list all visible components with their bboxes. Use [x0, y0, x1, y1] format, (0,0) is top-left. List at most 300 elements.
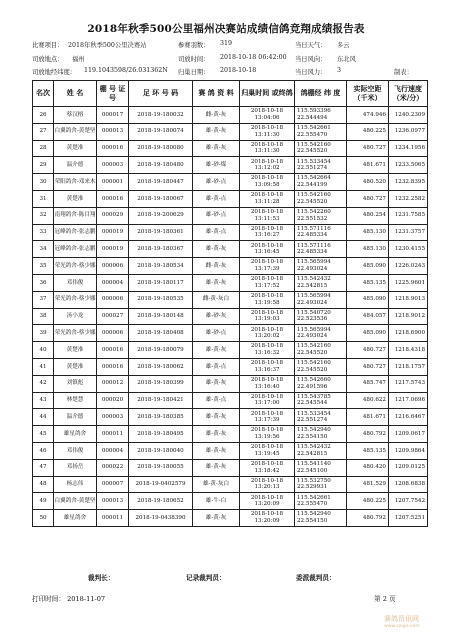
distance-cell: [347, 107, 389, 124]
coords-cell: [295, 207, 347, 224]
coords-lat: 22.555470: [297, 501, 328, 508]
ring-cell: [129, 241, 193, 258]
watermark-url: www.saige.com: [384, 624, 420, 629]
rank-cell: [33, 426, 54, 443]
time-cell: [240, 224, 295, 241]
ring-cell: [129, 157, 193, 174]
shed-cell: [97, 459, 129, 476]
coords-cell: [295, 493, 347, 510]
ring-ring: 2018-19-180534: [137, 262, 184, 269]
table-row: [33, 342, 428, 359]
rank-rank: 47: [39, 464, 47, 471]
coords-lon: 115.542160: [297, 343, 331, 350]
name-name: 雄星鸽舍: [63, 430, 87, 437]
speed-cell: [389, 224, 428, 241]
coords-cell: [295, 258, 347, 275]
header-pigeon: 赛 鸽 资 料: [193, 81, 240, 107]
name-cell: [54, 123, 97, 140]
ring-ring: 2018-19-180495: [137, 430, 184, 437]
return-date-value: 2018-10-18: [220, 67, 257, 74]
name-name: 邓扬岳: [66, 464, 84, 471]
weather-value: 多云: [337, 42, 350, 49]
time-cell: [240, 190, 295, 207]
shed-shed: 000004: [101, 447, 124, 454]
header-coords: 鸽棚经 纬 度: [295, 81, 347, 107]
ring-cell: [129, 274, 193, 291]
rank-rank: 31: [39, 195, 47, 202]
shed-shed: 000003: [101, 161, 124, 168]
ring-cell: [129, 224, 193, 241]
ring-ring: 2018-19-180652: [137, 497, 184, 504]
time-date: 2018-10-18: [250, 242, 284, 249]
speed-cell: [389, 291, 428, 308]
name-cell: [54, 426, 97, 443]
pigeon-cell: [193, 207, 240, 224]
time-date: 2018-10-18: [250, 293, 284, 300]
shed-shed: 000007: [101, 481, 124, 488]
time-time: 13:11:53: [254, 215, 280, 222]
time-time: 13:19:56: [254, 434, 280, 441]
time-date: 2018-10-18: [250, 108, 284, 115]
speed-cell: [389, 123, 428, 140]
rank-cell: [33, 157, 54, 174]
table-row: [33, 325, 428, 342]
shed-shed: 000006: [101, 296, 124, 303]
time-date: 2018-10-18: [250, 209, 284, 216]
speed-cell: [389, 325, 428, 342]
time-cell: [240, 375, 295, 392]
time-date: 2018-10-18: [250, 444, 284, 451]
ring-ring: 2018-19-180535: [137, 296, 184, 303]
coords-lon: 115.542432: [297, 276, 331, 283]
coords-lat: 22.545100: [297, 467, 328, 474]
shed-shed: 000016: [101, 346, 124, 353]
release-time-label: 司放时间：: [178, 56, 210, 63]
speed-speed: 1225.9601: [394, 279, 425, 286]
ring-cell: [129, 258, 193, 275]
rank-cell: [33, 140, 54, 157]
coords-cell: [295, 174, 347, 191]
pigeon-pigeon: 雄-牛-白: [205, 497, 227, 504]
pigeon-cell: [193, 392, 240, 409]
table-row: [33, 207, 428, 224]
shed-shed: 000017: [101, 111, 124, 118]
time-date: 2018-10-18: [250, 141, 284, 148]
table-row: [33, 157, 428, 174]
ring-ring: 2018-19-0438390: [135, 514, 186, 521]
pigeon-cell: [193, 258, 240, 275]
rank-rank: 44: [39, 413, 47, 420]
pigeon-pigeon: 雄-黄-灰: [205, 128, 227, 135]
distance-dist: 480.792: [362, 514, 386, 521]
speed-speed: 1226.0243: [394, 262, 425, 269]
shed-cell: [97, 493, 129, 510]
time-date: 2018-10-18: [250, 309, 284, 316]
ring-cell: [129, 493, 193, 510]
distance-cell: [347, 190, 389, 207]
shed-cell: [97, 426, 129, 443]
coords-lat: 22.493024: [297, 333, 328, 340]
speed-speed: 1209.0125: [394, 464, 425, 471]
pigeon-pigeon: 雄-黄-点: [205, 363, 227, 370]
name-cell: [54, 207, 97, 224]
distance-dist: 485.090: [362, 329, 386, 336]
coords-cell: [295, 442, 347, 459]
ring-cell: [129, 409, 193, 426]
speed-cell: [389, 426, 428, 443]
table-row: [33, 258, 428, 275]
entries-label: 参赛羽数：: [178, 42, 210, 49]
speed-cell: [389, 157, 428, 174]
pigeon-cell: [193, 325, 240, 342]
shed-shed: 000013: [101, 497, 124, 504]
ring-cell: [129, 510, 193, 527]
rank-rank: 50: [39, 514, 47, 521]
event-value: 2018年秋季500公里决赛站: [68, 42, 147, 49]
distance-cell: [347, 325, 389, 342]
pigeon-pigeon: 雄-黄-灰: [205, 413, 227, 420]
table-row: [33, 107, 428, 124]
table-no-label: 制表：: [394, 69, 413, 76]
ring-ring: 2018-19-180055: [137, 464, 184, 471]
pigeon-pigeon: 雄-黄-点: [205, 397, 227, 404]
release-time-value: 2018-10-18 06:42:00: [220, 54, 287, 61]
print-time: 打印时间： 2018-11-07: [32, 595, 106, 603]
time-time: 13:04:06: [254, 114, 280, 121]
name-cell: [54, 442, 97, 459]
return-date-label: 归巢日期：: [178, 69, 210, 76]
results-table: [32, 80, 428, 527]
rank-rank: 36: [39, 279, 47, 286]
rank-cell: [33, 510, 54, 527]
coords-lon: 115.542160: [297, 360, 331, 367]
coords-cell: [295, 291, 347, 308]
coords-lon: 115.542432: [297, 444, 331, 451]
pigeon-cell: [193, 140, 240, 157]
rank-rank: 37: [39, 296, 47, 303]
coords-lat: 22.545520: [297, 350, 328, 357]
coords-cell: [295, 358, 347, 375]
distance-dist: 480.792: [362, 430, 386, 437]
speed-speed: 1217.5743: [394, 380, 425, 387]
coords-lon: 115.542160: [297, 141, 331, 148]
time-time: 13:11:30: [254, 131, 280, 138]
coords-lon: 115.565994: [297, 293, 331, 300]
coords-cell: [295, 140, 347, 157]
ring-ring: 2018-19-180148: [137, 313, 184, 320]
name-name: 荣光鸽舍-蔡少娜: [54, 262, 96, 269]
rank-cell: [33, 291, 54, 308]
distance-cell: [347, 392, 389, 409]
coords-lon: 115.565994: [297, 259, 331, 266]
pigeon-cell: [193, 274, 240, 291]
coords-lon: 115.533454: [297, 158, 331, 165]
pigeon-pigeon: 雄-砂-点: [205, 178, 227, 185]
pigeon-cell: [193, 375, 240, 392]
time-date: 2018-10-18: [250, 259, 284, 266]
coords-lon: 115.542664: [297, 175, 331, 182]
distance-cell: [347, 358, 389, 375]
time-date: 2018-10-18: [250, 360, 284, 367]
time-cell: [240, 291, 295, 308]
shed-cell: [97, 107, 129, 124]
rank-rank: 41: [39, 363, 47, 370]
shed-shed: 000006: [101, 329, 124, 336]
shed-cell: [97, 510, 129, 527]
ring-ring: 2018-19-0402579: [135, 481, 186, 488]
distance-dist: 480.727: [362, 145, 386, 152]
name-cell: [54, 409, 97, 426]
rank-rank: 48: [39, 481, 47, 488]
distance-dist: 480.254: [362, 212, 386, 219]
coords-lon: 115.532750: [297, 477, 331, 484]
shed-shed: 000029: [101, 212, 124, 219]
table-row: [33, 123, 428, 140]
shed-shed: 000011: [101, 430, 124, 437]
name-cell: [54, 190, 97, 207]
distance-dist: 481.671: [362, 161, 386, 168]
distance-cell: [347, 476, 389, 493]
pigeon-pigeon: 雌-黄-灰: [205, 262, 227, 269]
time-cell: [240, 207, 295, 224]
name-cell: [54, 459, 97, 476]
rank-cell: [33, 190, 54, 207]
speed-cell: [389, 241, 428, 258]
name-cell: [54, 274, 97, 291]
table-row: [33, 291, 428, 308]
speed-speed: 1236.0977: [394, 128, 425, 135]
time-time: 13:17:00: [254, 400, 280, 407]
speed-cell: [389, 409, 428, 426]
coords-lon: 115.571116: [297, 242, 331, 249]
coords-value: 119.1043598/26.031362N: [84, 67, 168, 74]
coords-lat: 22.493024: [297, 299, 328, 306]
ring-ring: 2018-19-180367: [137, 245, 184, 252]
shed-shed: 000016: [101, 145, 124, 152]
coords-label: 司放地经纬度：: [32, 69, 77, 76]
shed-shed: 000016: [101, 195, 124, 202]
shed-cell: [97, 241, 129, 258]
ring-cell: [129, 459, 193, 476]
shed-shed: 000006: [101, 262, 124, 269]
header-distance: 实际空距（千米）: [347, 81, 389, 107]
speed-speed: 1216.6467: [394, 413, 425, 420]
name-name: 蔡汉榕: [66, 111, 84, 118]
table-body: [33, 107, 428, 527]
distance-dist: 485.090: [362, 296, 386, 303]
distance-dist: 481.529: [362, 481, 386, 488]
distance-dist: 485.130: [362, 245, 386, 252]
rank-cell: [33, 392, 54, 409]
table-row: [33, 190, 428, 207]
time-date: 2018-10-18: [250, 225, 284, 232]
distance-cell: [347, 308, 389, 325]
shed-cell: [97, 409, 129, 426]
table-row: [33, 241, 428, 258]
distance-cell: [347, 342, 389, 359]
ring-cell: [129, 358, 193, 375]
distance-cell: [347, 493, 389, 510]
time-date: 2018-10-18: [250, 326, 284, 333]
pigeon-pigeon: 雄-砂-灰: [205, 313, 227, 320]
pigeon-cell: [193, 174, 240, 191]
judge-label: 裁判长：: [88, 574, 115, 582]
table-row: [33, 459, 428, 476]
speed-speed: 1208.6838: [394, 481, 425, 488]
pigeon-pigeon: 雄-砂-点: [205, 212, 227, 219]
time-cell: [240, 476, 295, 493]
release-place-label: 司放地点：: [32, 56, 64, 63]
rank-cell: [33, 308, 54, 325]
rank-rank: 28: [39, 145, 47, 152]
pigeon-pigeon: 雄-黄-点: [205, 229, 227, 236]
name-name: 冠峰鸽舍-张志鹏: [54, 245, 96, 252]
time-cell: [240, 140, 295, 157]
coords-cell: [295, 476, 347, 493]
time-time: 13:20:13: [254, 484, 280, 491]
speed-cell: [389, 476, 428, 493]
ring-cell: [129, 426, 193, 443]
name-cell: [54, 258, 97, 275]
name-name: 刘镇彪: [66, 380, 84, 387]
time-time: 13:11:28: [254, 198, 280, 205]
distance-cell: [347, 426, 389, 443]
shed-shed: 000022: [101, 464, 124, 471]
pigeon-cell: [193, 342, 240, 359]
speed-cell: [389, 358, 428, 375]
time-cell: [240, 342, 295, 359]
distance-dist: 485.747: [362, 380, 386, 387]
coords-lon: 115.542160: [297, 192, 331, 199]
name-name: 冠峰鸽舍-张志鹏: [54, 229, 96, 236]
time-time: 13:16:32: [254, 350, 280, 357]
name-name: 邓伟俊: [66, 279, 84, 286]
coords-lon: 115.533454: [297, 410, 331, 417]
distance-dist: 480.225: [362, 128, 386, 135]
ring-cell: [129, 190, 193, 207]
name-name: 南翔鸽舍-陈目翔: [54, 212, 96, 219]
distance-dist: 485.135: [362, 279, 386, 286]
distance-cell: [347, 510, 389, 527]
speed-cell: [389, 459, 428, 476]
wind-dir-value: 东北风: [337, 56, 356, 63]
release-place-value: 福州: [72, 56, 85, 63]
speed-speed: 1218.9012: [394, 313, 425, 320]
coords-lon: 115.543785: [297, 393, 331, 400]
time-date: 2018-10-18: [250, 125, 284, 132]
speed-cell: [389, 258, 428, 275]
speed-speed: 1218.9013: [394, 296, 425, 303]
coords-lat: 22.542815: [297, 282, 328, 289]
coords-lat: 22.555470: [297, 131, 328, 138]
coords-cell: [295, 308, 347, 325]
distance-cell: [347, 140, 389, 157]
table-row: [33, 426, 428, 443]
shed-cell: [97, 157, 129, 174]
time-cell: [240, 392, 295, 409]
time-time: 13:09:58: [254, 182, 280, 189]
speed-cell: [389, 392, 428, 409]
time-cell: [240, 358, 295, 375]
ring-cell: [129, 291, 193, 308]
time-time: 13:12:02: [254, 165, 280, 172]
name-cell: [54, 174, 97, 191]
rank-cell: [33, 107, 54, 124]
time-date: 2018-10-18: [250, 158, 284, 165]
distance-cell: [347, 258, 389, 275]
speed-speed: 1217.0696: [394, 397, 425, 404]
coords-lat: 22.545520: [297, 148, 328, 155]
ring-ring: 2018-19-180067: [137, 195, 184, 202]
distance-cell: [347, 207, 389, 224]
coords-cell: [295, 510, 347, 527]
distance-cell: [347, 274, 389, 291]
ring-cell: [129, 308, 193, 325]
rank-cell: [33, 123, 54, 140]
time-time: 13:19:45: [254, 450, 280, 457]
wind-force-label: 当日风力：: [295, 69, 327, 76]
ring-cell: [129, 174, 193, 191]
name-cell: [54, 392, 97, 409]
time-cell: [240, 107, 295, 124]
distance-cell: [347, 409, 389, 426]
distance-dist: 480.420: [362, 464, 386, 471]
shed-cell: [97, 207, 129, 224]
wind-dir-label: 当日风向：: [295, 56, 327, 63]
pigeon-cell: [193, 291, 240, 308]
shed-shed: 000020: [101, 397, 124, 404]
coords-lat: 22.554150: [297, 518, 328, 525]
time-time: 13:16:40: [254, 383, 280, 390]
time-date: 2018-10-18: [250, 276, 284, 283]
shed-cell: [97, 442, 129, 459]
time-cell: [240, 510, 295, 527]
ring-cell: [129, 392, 193, 409]
coords-lon: 115.541140: [297, 461, 331, 468]
name-name: 白翼鸽舍-黄楚坚: [54, 497, 96, 504]
pigeon-cell: [193, 157, 240, 174]
time-date: 2018-10-18: [250, 192, 284, 199]
ring-ring: 2018-19-180447: [137, 178, 184, 185]
coords-lat: 22.529931: [297, 484, 328, 491]
name-cell: [54, 510, 97, 527]
coords-lon: 115.565994: [297, 326, 331, 333]
rank-rank: 34: [39, 245, 47, 252]
shed-shed: 000027: [101, 313, 124, 320]
pigeon-pigeon: 雄-黄-灰: [205, 464, 227, 471]
name-name: 黄楚准: [66, 363, 84, 370]
distance-cell: [347, 459, 389, 476]
speed-speed: 1218.6900: [394, 329, 425, 336]
time-date: 2018-10-18: [250, 511, 284, 518]
time-time: 13:17:52: [254, 282, 280, 289]
name-name: 荣光鸽舍-蔡少娜: [54, 329, 96, 336]
name-cell: [54, 157, 97, 174]
speed-cell: [389, 274, 428, 291]
rank-rank: 43: [39, 397, 47, 404]
time-cell: [240, 409, 295, 426]
rank-cell: [33, 258, 54, 275]
speed-speed: 1209.9864: [394, 447, 425, 454]
ring-ring: 2018-19-180080: [137, 145, 184, 152]
coords-cell: [295, 274, 347, 291]
shed-cell: [97, 342, 129, 359]
ring-cell: [129, 140, 193, 157]
rank-cell: [33, 493, 54, 510]
coords-lon: 115.542661: [297, 125, 331, 132]
distance-dist: 485.090: [362, 262, 386, 269]
name-cell: [54, 375, 97, 392]
